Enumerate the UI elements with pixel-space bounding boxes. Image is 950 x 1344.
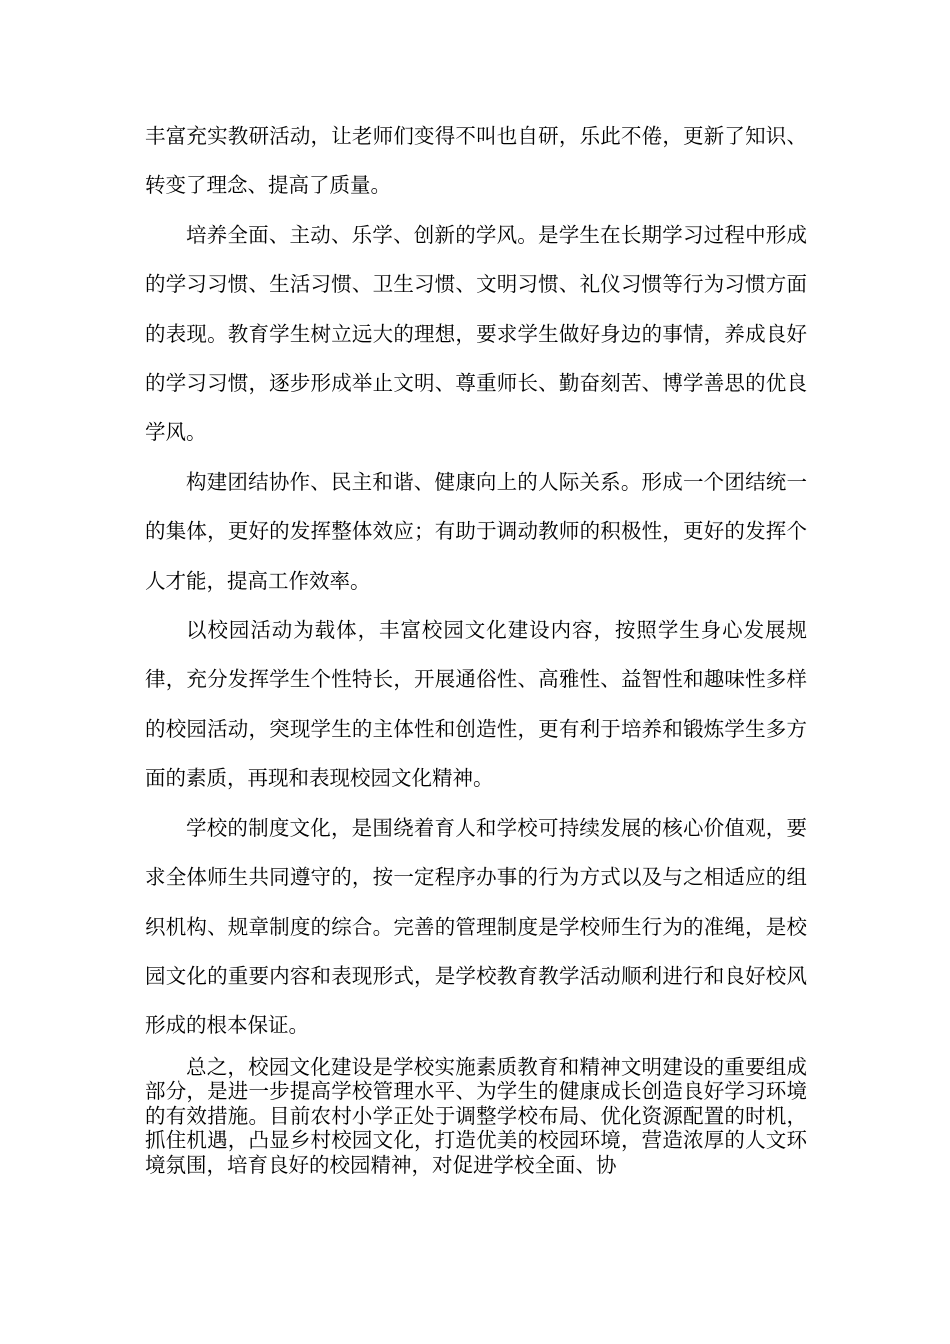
- paragraph-study-style: 培养全面、主动、乐学、创新的学风。是学生在长期学习过程中形成的学习习惯、生活习惯、卫生习惯、文明习惯、礼仪习惯等行为习惯方面的表现。教育学生树立远大的理想，要求学生做好身边的事情，养成良好的学习习惯，逐步形成举止文明、尊重师长、勤奋刻苦、博学善思的优良学风。: [145, 222, 807, 445]
- paragraph-campus-activities: 以校园活动为载体，丰富校园文化建设内容，按照学生身心发展规律，充分发挥学生个性特长，开展通俗性、高雅性、益智性和趣味性多样的校园活动，突现学生的主体性和创造性，更有利于培养和锻炼学生多方面的素质，再现和表现校园文化精神。: [145, 618, 807, 791]
- paragraph-institutional-culture: 学校的制度文化，是围绕着育人和学校可持续发展的核心价值观，要求全体师生共同遵守的，按一定程序办事的行为方式以及与之相适应的组织机构、规章制度的综合。完善的管理制度是学校师生行为的准绳，是校园文化的重要内容和表现形式，是学校教育教学活动顺利进行和良好校风形成的根本保证。: [145, 815, 807, 1038]
- paragraph-conclusion: 总之，校园文化建设是学校实施素质教育和精神文明建设的重要组成部分，是进一步提高学校管理水平、为学生的健康成长创造良好学习环境的有效措施。目前农村小学正处于调整学校布局、优化资源配置的时机，抓住机遇，凸显乡村校园文化，打造优美的校园环境，营造浓厚的人文环境氛围，培育良好的校园精神，对促进学校全面、协: [145, 1055, 807, 1177]
- paragraph-teaching-research: 丰富充实教研活动，让老师们变得不叫也自研，乐此不倦，更新了知识、转变了理念、提高了质量。: [145, 124, 807, 198]
- paragraph-relationships: 构建团结协作、民主和谐、健康向上的人际关系。形成一个团结统一的集体，更好的发挥整体效应；有助于调动教师的积极性，更好的发挥个人才能，提高工作效率。: [145, 469, 807, 593]
- document-body: [145, 112, 807, 1051]
- document-conclusion: [145, 1055, 807, 1177]
